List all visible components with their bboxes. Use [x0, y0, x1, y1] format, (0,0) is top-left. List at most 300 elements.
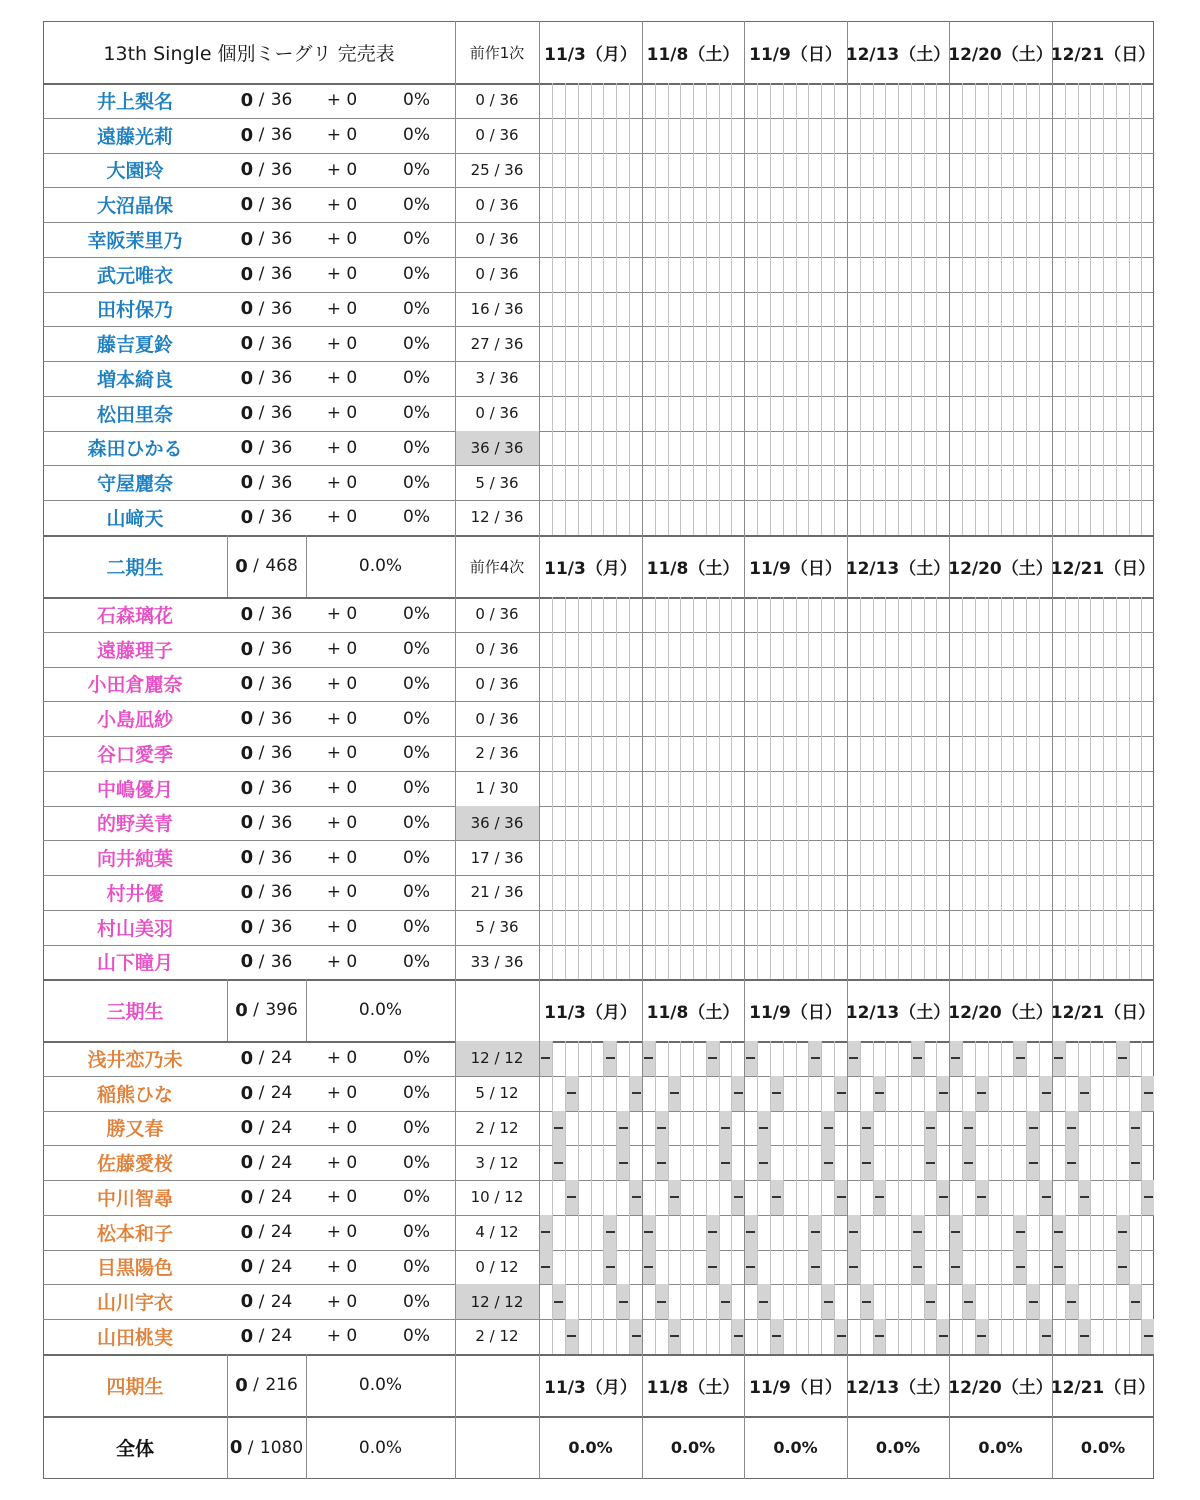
column-divider — [975, 1041, 976, 1354]
delta-value: + 0 — [326, 882, 358, 903]
sold-value: 0 — [240, 298, 254, 320]
column-divider — [578, 1041, 579, 1354]
dash-mark — [619, 1301, 628, 1303]
member-name: 山﨑天 — [106, 507, 164, 530]
total-value: 24 — [270, 1117, 293, 1138]
slash-separator: / — [253, 1117, 270, 1138]
column-divider — [668, 1041, 669, 1354]
column-divider — [680, 597, 681, 979]
delta-value: + 0 — [326, 125, 358, 146]
dash-mark — [824, 1301, 833, 1303]
dash-mark — [964, 1127, 973, 1129]
column-divider — [1013, 1041, 1014, 1354]
dash-mark — [759, 1162, 768, 1164]
sold-count — [227, 257, 306, 292]
total-value: 36 — [270, 882, 293, 903]
percent-value: 0% — [403, 882, 430, 903]
sold-count — [227, 1284, 306, 1319]
delta-value: + 0 — [326, 1256, 358, 1277]
column-divider — [306, 1416, 307, 1479]
column-divider — [898, 1041, 899, 1354]
column-divider — [808, 597, 809, 979]
percent-value: 0% — [403, 159, 430, 180]
date-percent: 0.0% — [978, 1438, 1023, 1457]
column-divider — [1078, 597, 1079, 979]
sold-value: 0 — [240, 506, 254, 528]
column-divider — [949, 1416, 950, 1479]
column-divider — [552, 597, 553, 979]
column-divider — [962, 83, 963, 535]
slash-separator: / — [253, 507, 270, 528]
date-header: 12/20（土） — [948, 1002, 1053, 1023]
member-name: 佐藤愛桜 — [96, 1153, 173, 1176]
dash-mark — [541, 1057, 550, 1059]
dash-mark — [567, 1196, 576, 1198]
sold-value: 0 — [240, 1256, 254, 1278]
column-divider — [1116, 1041, 1117, 1354]
column-divider — [988, 83, 989, 535]
column-divider — [227, 979, 228, 1041]
delta-value: + 0 — [326, 639, 358, 660]
column-divider — [706, 1041, 707, 1354]
date-header: 12/21（日） — [1050, 44, 1156, 65]
percent-value: 0% — [403, 604, 430, 625]
total-value: 36 — [270, 159, 293, 180]
column-divider — [744, 597, 745, 979]
member-name: 稲熊ひな — [96, 1083, 173, 1106]
sold-count — [227, 840, 306, 875]
dash-mark — [721, 1162, 730, 1164]
percent-value: 0% — [403, 1048, 430, 1069]
dash-mark — [964, 1162, 973, 1164]
dash-mark — [708, 1231, 717, 1233]
column-divider — [1065, 597, 1066, 979]
column-divider — [873, 597, 874, 979]
column-divider — [591, 83, 592, 535]
sold-value: 0 — [240, 1082, 254, 1104]
sold-count — [227, 1319, 306, 1354]
previous-result: 0 / 12 — [475, 1257, 519, 1276]
sold-value: 0 — [240, 1117, 254, 1139]
column-divider — [642, 21, 643, 83]
sold-value: 0 — [240, 812, 254, 834]
sold-count — [227, 431, 306, 466]
column-divider — [744, 1041, 745, 1354]
percent-value: 0% — [403, 1256, 430, 1277]
sold-count — [227, 597, 306, 632]
dash-mark — [926, 1301, 935, 1303]
slash-separator: / — [253, 882, 270, 903]
column-divider — [847, 597, 848, 979]
column-divider — [770, 597, 771, 979]
column-divider — [565, 597, 566, 979]
member-name: 守屋麗奈 — [96, 473, 173, 496]
total-value: 36 — [270, 604, 293, 625]
percent-value: 0% — [403, 639, 430, 660]
percent-value: 0% — [403, 368, 430, 389]
dash-mark — [939, 1196, 948, 1198]
slash-separator: / — [253, 229, 270, 250]
dash-mark — [657, 1127, 666, 1129]
column-divider — [898, 597, 899, 979]
delta-value: + 0 — [326, 1291, 358, 1312]
previous-result: 2 / 12 — [475, 1118, 519, 1137]
column-divider — [821, 83, 822, 535]
previous-result: 0 / 36 — [475, 404, 519, 423]
prev-round-header: 前作1次 — [469, 43, 525, 62]
column-divider — [1065, 83, 1066, 535]
sold-value: 0 — [240, 472, 254, 494]
column-divider — [1039, 83, 1040, 535]
column-divider — [988, 1041, 989, 1354]
column-divider — [783, 597, 784, 979]
total-value: 36 — [270, 437, 293, 458]
column-divider — [455, 979, 456, 1041]
sold-count — [227, 396, 306, 431]
sold-count — [227, 771, 306, 806]
delta-value: + 0 — [326, 1326, 358, 1347]
dash-mark — [746, 1057, 755, 1059]
previous-result: 36 / 36 — [470, 813, 524, 832]
previous-result: 2 / 12 — [475, 1327, 519, 1346]
member-name: 小田倉麗奈 — [87, 674, 183, 697]
sold-value: 0 — [240, 437, 254, 459]
member-name: 山下瞳月 — [96, 952, 173, 975]
member-name: 増本綺良 — [96, 368, 173, 391]
column-divider — [744, 1354, 745, 1416]
sold-value: 0 — [240, 263, 254, 285]
date-percent: 0.0% — [568, 1438, 613, 1457]
total-value: 216 — [265, 1375, 298, 1395]
previous-result: 12 / 12 — [470, 1049, 524, 1068]
column-divider — [616, 1041, 617, 1354]
date-percent: 0.0% — [670, 1438, 716, 1457]
sold-value: 0 — [240, 742, 254, 764]
dash-mark — [670, 1335, 679, 1337]
sold-count — [227, 1145, 306, 1180]
total-value: 36 — [270, 403, 293, 424]
dash-mark — [734, 1196, 743, 1198]
previous-result: 3 / 12 — [475, 1153, 519, 1172]
sold-value: 0 — [235, 555, 248, 577]
slash-separator: / — [253, 1326, 270, 1347]
member-name: 松田里奈 — [96, 403, 173, 426]
date-header: 11/3（月） — [544, 558, 637, 579]
column-divider — [227, 535, 228, 597]
dash-mark — [1016, 1057, 1025, 1059]
dash-mark — [541, 1266, 550, 1268]
column-divider — [455, 83, 456, 535]
column-divider — [455, 597, 456, 979]
member-name: 武元唯衣 — [96, 264, 173, 287]
column-divider — [1052, 1041, 1053, 1354]
dash-mark — [824, 1162, 833, 1164]
delta-value: + 0 — [326, 812, 358, 833]
total-value: 36 — [270, 778, 293, 799]
column-divider — [731, 1041, 732, 1354]
column-divider — [731, 83, 732, 535]
column-divider — [1129, 597, 1130, 979]
column-divider — [847, 535, 848, 597]
date-header: 12/13（土） — [845, 558, 951, 579]
total-value: 36 — [270, 507, 293, 528]
column-divider — [924, 1041, 925, 1354]
delta-value: + 0 — [326, 1048, 358, 1069]
percent-value: 0% — [403, 125, 430, 146]
sold-count — [227, 1111, 306, 1146]
sold-count — [227, 875, 306, 910]
dash-mark — [619, 1162, 628, 1164]
dash-mark — [632, 1092, 641, 1094]
total-value: 24 — [270, 1048, 293, 1069]
dash-mark — [875, 1196, 884, 1198]
delta-value: + 0 — [326, 437, 358, 458]
delta-value: + 0 — [326, 194, 358, 215]
previous-result: 4 / 12 — [475, 1223, 519, 1242]
delta-value: + 0 — [326, 604, 358, 625]
dash-mark — [1029, 1162, 1038, 1164]
total-value: 24 — [270, 1222, 293, 1243]
slash-separator: / — [253, 673, 270, 694]
sold-count — [227, 222, 306, 257]
column-divider — [1013, 83, 1014, 535]
column-divider — [988, 597, 989, 979]
delta-value: + 0 — [326, 333, 358, 354]
dash-mark — [772, 1335, 781, 1337]
column-divider — [962, 597, 963, 979]
column-divider — [924, 83, 925, 535]
column-divider — [924, 597, 925, 979]
sold-value: 0 — [240, 881, 254, 903]
dash-mark — [1029, 1127, 1038, 1129]
column-divider — [1141, 83, 1142, 535]
column-divider — [911, 83, 912, 535]
sold-count — [227, 361, 306, 396]
sold-value: 0 — [240, 402, 254, 424]
column-divider — [1052, 21, 1053, 83]
previous-result: 25 / 36 — [470, 160, 524, 179]
delta-value: + 0 — [326, 368, 358, 389]
column-divider — [227, 1354, 228, 1416]
sold-value: 0 — [240, 916, 254, 938]
sold-count — [227, 1416, 306, 1479]
sold-value: 0 — [235, 999, 248, 1021]
date-percent: 0.0% — [875, 1438, 921, 1457]
date-header: 11/8（土） — [646, 44, 740, 65]
slash-separator: / — [253, 1083, 270, 1104]
dash-mark — [734, 1092, 743, 1094]
column-divider — [1039, 1041, 1040, 1354]
dash-mark — [554, 1127, 563, 1129]
column-divider — [552, 83, 553, 535]
percent-value: 0% — [403, 403, 430, 424]
dash-mark — [606, 1231, 615, 1233]
previous-result: 5 / 12 — [475, 1084, 519, 1103]
total-value: 36 — [270, 951, 293, 972]
sold-count — [227, 83, 306, 118]
total-value: 468 — [265, 556, 298, 576]
member-name: 遠藤光莉 — [96, 125, 173, 148]
previous-result: 0 / 36 — [475, 709, 519, 728]
column-divider — [873, 1041, 874, 1354]
percent-value: 0% — [403, 812, 430, 833]
prev-round-header — [455, 979, 539, 1041]
percent-value: 0% — [403, 90, 430, 111]
sold-value: 0 — [240, 951, 254, 973]
total-value: 396 — [265, 1000, 298, 1020]
member-name: 中嶋優月 — [96, 778, 173, 801]
previous-result: 36 / 36 — [470, 438, 524, 457]
column-divider — [744, 535, 745, 597]
column-divider — [860, 83, 861, 535]
column-divider — [744, 83, 745, 535]
member-name: 大園玲 — [106, 160, 164, 183]
delta-value: + 0 — [326, 229, 358, 250]
overall-percent: 0.0% — [358, 1437, 403, 1458]
dash-mark — [1144, 1092, 1153, 1094]
column-divider — [578, 597, 579, 979]
column-divider — [1026, 1041, 1027, 1354]
sold-value: 0 — [240, 1152, 254, 1174]
member-name: 向井純葉 — [96, 848, 173, 871]
column-divider — [693, 83, 694, 535]
column-divider — [744, 1416, 745, 1479]
date-header: 11/3（月） — [544, 44, 637, 65]
total-value: 36 — [270, 743, 293, 764]
dash-mark — [721, 1301, 730, 1303]
dash-mark — [913, 1231, 922, 1233]
column-divider — [821, 597, 822, 979]
column-divider — [693, 597, 694, 979]
previous-result: 0 / 36 — [475, 126, 519, 145]
slash-separator: / — [253, 90, 270, 111]
percent-value: 0% — [403, 1326, 430, 1347]
column-divider — [603, 597, 604, 979]
dash-mark — [1042, 1092, 1051, 1094]
slash-separator: / — [253, 333, 270, 354]
sold-value: 0 — [240, 847, 254, 869]
member-name: 幸阪茉里乃 — [87, 229, 183, 252]
column-divider — [847, 1416, 848, 1479]
percent-value: 0% — [403, 437, 430, 458]
member-name: 目黒陽色 — [96, 1257, 173, 1280]
column-divider — [719, 1041, 720, 1354]
sold-value: 0 — [240, 367, 254, 389]
percent-value: 0% — [403, 708, 430, 729]
percent-value: 0% — [403, 264, 430, 285]
column-divider — [642, 535, 643, 597]
delta-value: + 0 — [326, 472, 358, 493]
dash-mark — [849, 1266, 858, 1268]
dash-mark — [759, 1127, 768, 1129]
sold-count — [227, 153, 306, 188]
column-divider — [591, 1041, 592, 1354]
dash-mark — [1080, 1196, 1089, 1198]
dash-mark — [926, 1162, 935, 1164]
dash-mark — [1067, 1127, 1076, 1129]
column-divider — [783, 1041, 784, 1354]
delta-value: + 0 — [326, 1222, 358, 1243]
column-divider — [642, 979, 643, 1041]
sold-value: 0 — [229, 1437, 243, 1458]
dash-mark — [849, 1057, 858, 1059]
slash-separator: / — [253, 368, 270, 389]
delta-value: + 0 — [326, 90, 358, 111]
column-divider — [603, 83, 604, 535]
dash-mark — [657, 1301, 666, 1303]
percent-value: 0% — [403, 1187, 430, 1208]
dash-mark — [1042, 1335, 1051, 1337]
member-name: 藤吉夏鈴 — [96, 334, 173, 357]
dash-mark — [1016, 1266, 1025, 1268]
column-divider — [962, 1041, 963, 1354]
dash-mark — [1054, 1231, 1063, 1233]
member-name: 山川宇衣 — [96, 1292, 173, 1315]
sold-count — [227, 535, 306, 597]
previous-result: 0 / 36 — [475, 674, 519, 693]
dash-mark — [811, 1266, 820, 1268]
column-divider — [1103, 597, 1104, 979]
dash-mark — [734, 1335, 743, 1337]
percent-value: 0% — [403, 847, 430, 868]
slash-separator: / — [247, 1375, 265, 1395]
column-divider — [1052, 1416, 1053, 1479]
dash-mark — [913, 1266, 922, 1268]
column-divider — [821, 1041, 822, 1354]
column-divider — [539, 535, 540, 597]
previous-result: 16 / 36 — [470, 299, 524, 318]
date-header: 11/8（土） — [646, 1377, 740, 1398]
slash-separator: / — [253, 264, 270, 285]
column-divider — [227, 1416, 228, 1479]
delta-value: + 0 — [326, 403, 358, 424]
member-name: 松本和子 — [96, 1222, 173, 1245]
column-divider — [1103, 83, 1104, 535]
delta-value: + 0 — [326, 778, 358, 799]
slash-separator: / — [253, 125, 270, 146]
column-divider — [706, 83, 707, 535]
column-divider — [539, 1416, 540, 1479]
date-header: 11/3（月） — [544, 1002, 637, 1023]
sold-count — [227, 118, 306, 153]
column-divider — [885, 597, 886, 979]
dash-mark — [632, 1335, 641, 1337]
member-name: 田村保乃 — [96, 299, 173, 322]
sold-value: 0 — [240, 673, 254, 695]
column-divider — [808, 1041, 809, 1354]
dash-mark — [708, 1266, 717, 1268]
column-divider — [603, 1041, 604, 1354]
sold-value: 0 — [240, 124, 254, 146]
dash-mark — [1118, 1231, 1127, 1233]
member-name: 山田桃実 — [96, 1326, 173, 1349]
column-divider — [706, 597, 707, 979]
column-divider — [1001, 83, 1002, 535]
delta-value: + 0 — [326, 673, 358, 694]
date-header: 11/9（日） — [749, 44, 842, 65]
column-divider — [616, 83, 617, 535]
percent-value: 0% — [403, 743, 430, 764]
dash-mark — [939, 1335, 948, 1337]
dash-mark — [1029, 1301, 1038, 1303]
date-header: 11/8（土） — [646, 558, 740, 579]
slash-separator: / — [253, 951, 270, 972]
dash-mark — [1054, 1057, 1063, 1059]
column-divider — [642, 83, 643, 535]
column-divider — [1052, 597, 1053, 979]
previous-result: 1 / 30 — [475, 779, 519, 798]
dash-mark — [1118, 1266, 1127, 1268]
